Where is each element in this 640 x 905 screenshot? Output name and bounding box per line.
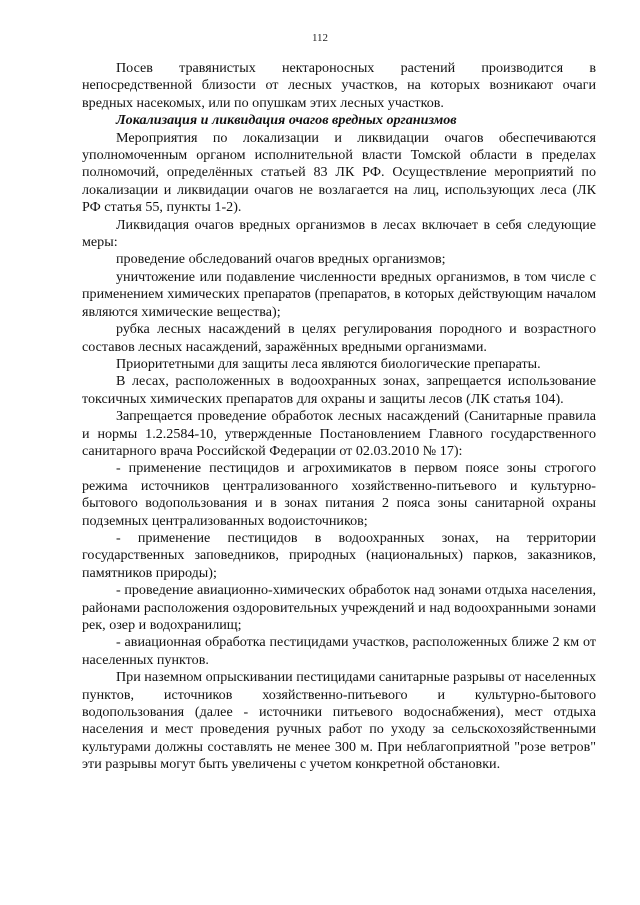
page-number: 112 xyxy=(311,32,329,44)
list-item: - применение пестицидов и агрохимикатов в первом поясе зоны строгого режима источников централизованного хозяйственно-питьевого и культурно-бытового водопользования и в зонах питания 2 пояса зоны санитарной охраны подземных централизованных водоисточников; xyxy=(82,460,596,529)
list-item: - авиационная обработка пестицидами участков, расположенных ближе 2 км от населенных пунктов. xyxy=(82,634,596,668)
paragraph: Приоритетными для защиты леса являются биологические препараты. xyxy=(116,355,541,372)
paragraph: При наземном опрыскивании пестицидами санитарные разрывы от населенных пунктов, источников хозяйственно-питьевого и культурно-бытового водопользования (далее - источники питьевого водоснабжения), мест отдыха населения и мест проведения ручных работ по уходу за сельскохозяйственными культурами должны составлять не менее 300 м. При неблагоприятной "розе ветров" эти разрывы могут быть увеличены с учетом конкретной обстановки. xyxy=(82,669,596,773)
section-heading: Локализация и ликвидация очагов вредных организмов xyxy=(116,112,457,129)
paragraph: В лесах, расположенных в водоохранных зонах, запрещается использование токсичных химических препаратов для охраны и защиты лесов (ЛК статья 104). xyxy=(82,373,596,407)
paragraph-intro: Посев травянистых нектароносных растений производится в непосредственной близости от лесных участков, на которых возникают очаги вредных насекомых, или по опушкам этих лесных участков. xyxy=(82,60,596,111)
list-item: проведение обследований очагов вредных организмов; xyxy=(116,251,446,268)
paragraph: Ликвидация очагов вредных организмов в лесах включает в себя следующие меры: xyxy=(82,216,596,251)
list-item: уничтожение или подавление численности вредных организмов, в том числе с применением химических препаратов (препаратов, в которых действующим началом являются химические вещества); xyxy=(82,268,596,320)
list-item: - проведение авиационно-химических обработок над зонами отдыха населения, районами расположения оздоровительных учреждений и над водоохранными зонами рек, озер и водохранилищ; xyxy=(82,582,596,633)
list-item: - применение пестицидов в водоохранных зонах, на территории государственных заповедников, природных (национальных) парков, заказников, памятников природы); xyxy=(82,529,596,581)
paragraph: Запрещается проведение обработок лесных насаждений (Санитарные правила и нормы 1.2.2584-10, утвержденные Постановлением Главного государственного санитарного врача Российской Федерации от 02.03.2010 № 17): xyxy=(82,408,596,459)
document-body xyxy=(82,60,596,774)
paragraph: Мероприятия по локализации и ликвидации очагов обеспечиваются уполномоченным органом исполнительной власти Томской области в пределах полномочий, определённых статьей 83 ЛК РФ. Осуществление мероприятий по локализации и ликвидации очагов не возлагается на лиц, использующих леса (ЛК РФ статья 55, пункты 1-2). xyxy=(82,129,596,216)
list-item: рубка лесных насаждений в целях регулирования породного и возрастного составов лесных насаждений, заражённых вредными организмами. xyxy=(82,321,596,355)
